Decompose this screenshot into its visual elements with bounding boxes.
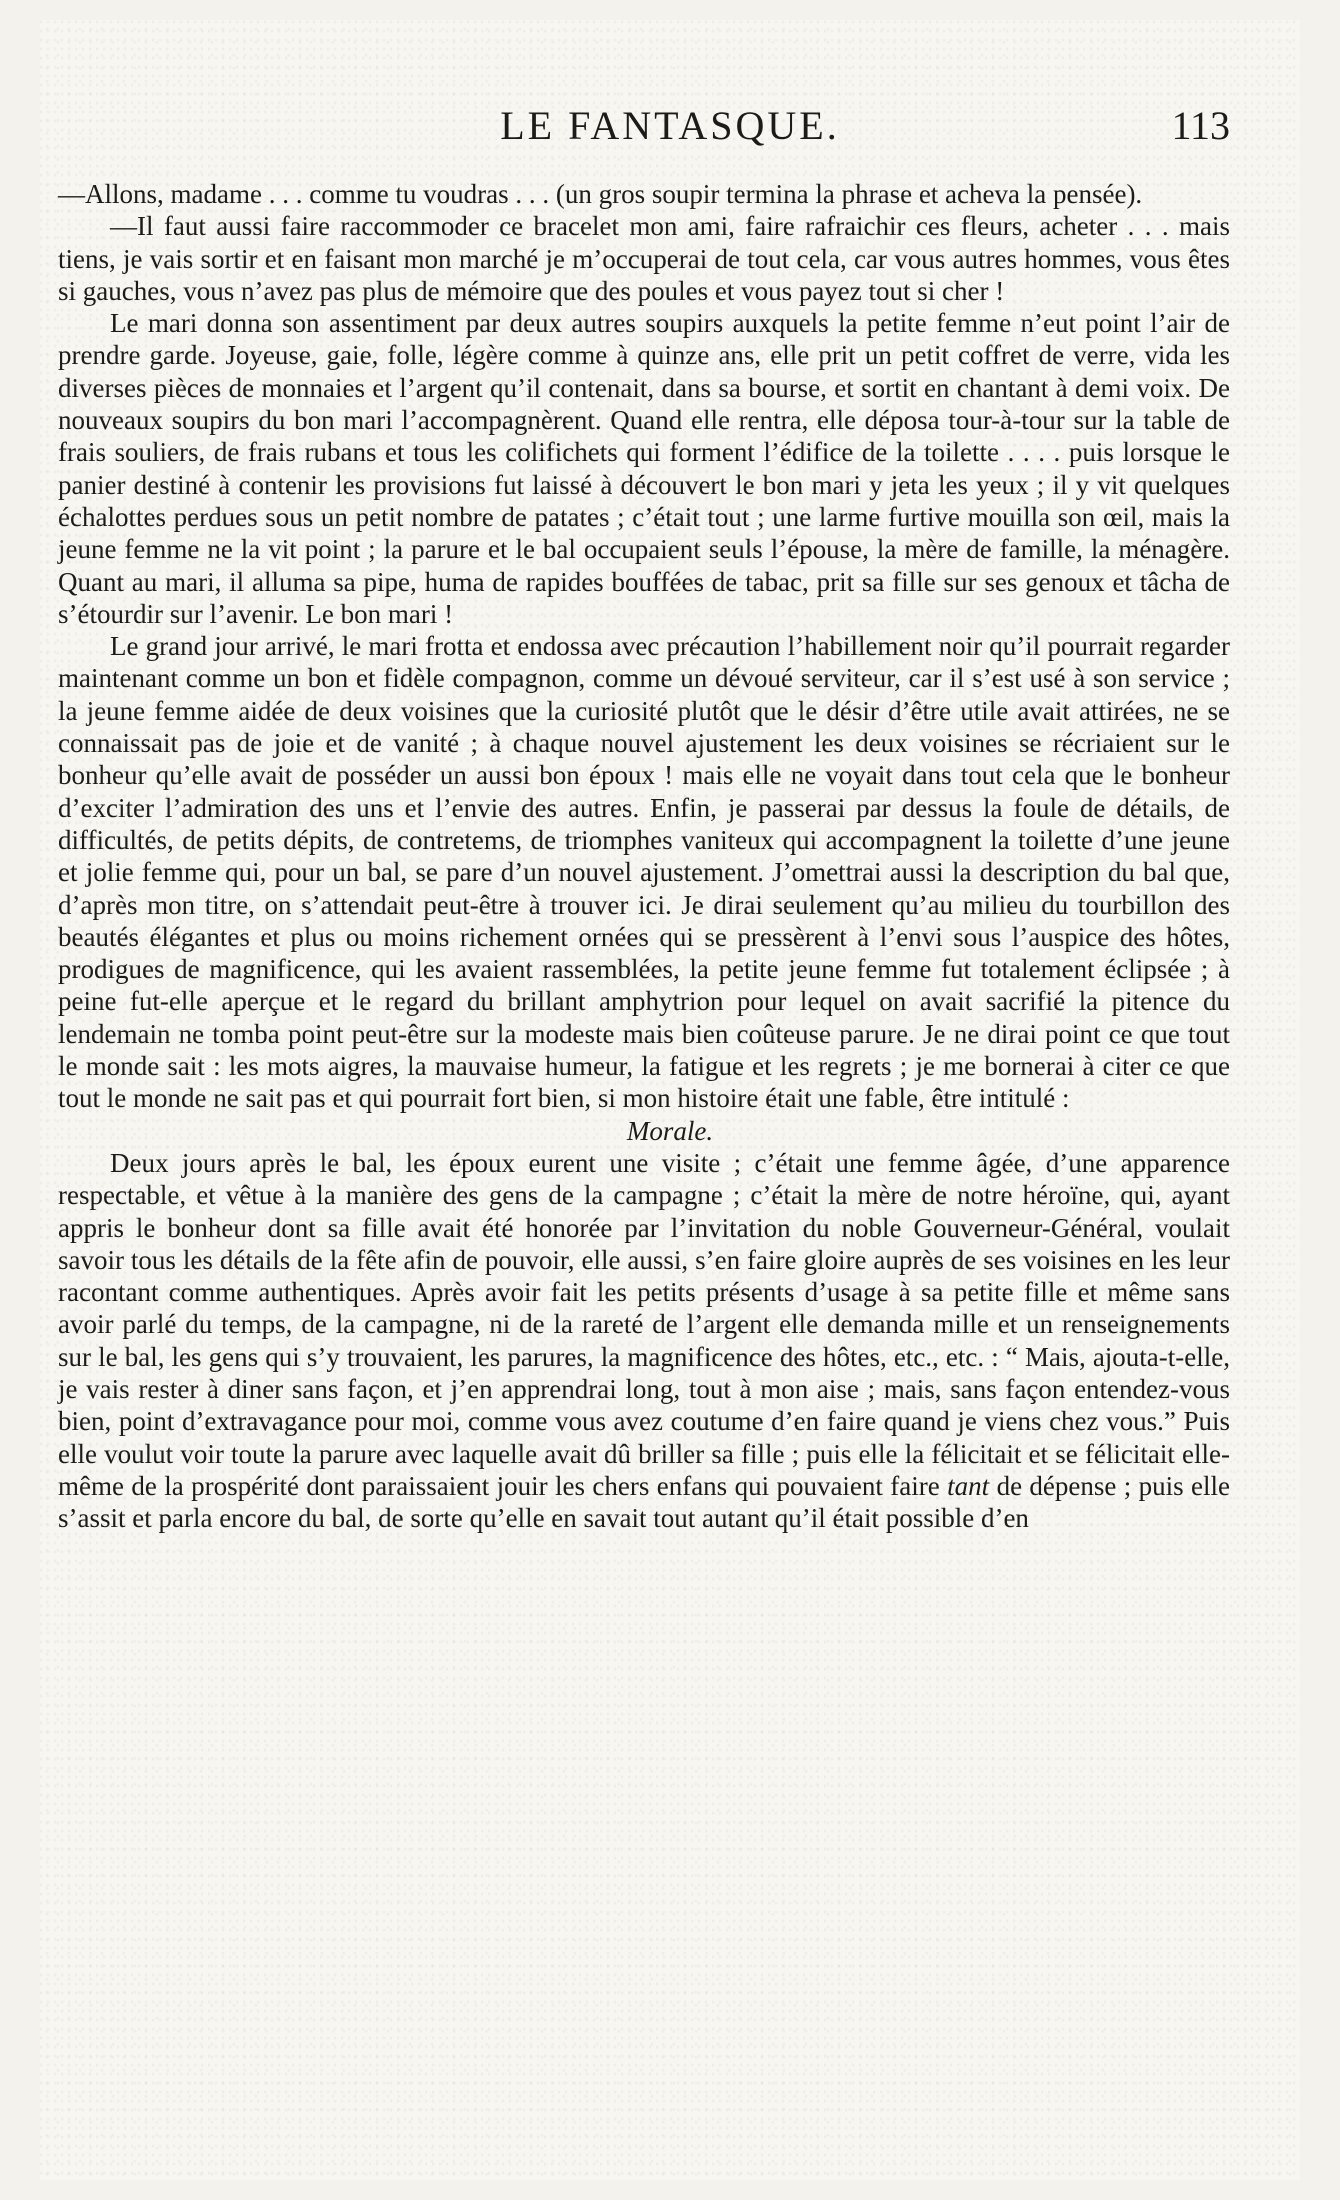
page-header: [40, 102, 1300, 162]
body-text: [58, 178, 1230, 1534]
paragraph-4: Le grand jour arrivé, le mari frotta et endossa avec précaution l’habillement noir qu’il pourrait regarder maintenant comme un bon et fidèle compagnon, comme un dévoué serviteur, car il s’est usé à son service ; la jeune femme aidée de deux voisines que la curiosité plutôt que le désir d’être utile avait attirées, ne se connaissait pas de joie et de vanité ; à chaque nouvel ajustement les deux voisines se récriaient sur le bonheur qu’elle avait de posséder un aussi bon époux ! mais elle ne voyait dans tout cela que le bonheur d’exciter l’admiration des uns et l’envie des autres. Enfin, je passerai par dessus la foule de détails, de difficultés, de petits dépits, de contretems, de triomphes vaniteux qui accompagnent la toilette d’une jeune et jolie femme qui, pour un bal, se pare d’un nouvel ajustement. J’omettrai aussi la description du bal que, d’après mon titre, on s’attendait peut-être à trouver ici. Je dirai seulement qu’au milieu du tourbillon des beautés élégantes et plus ou moins richement ornées qui se pressèrent à l’envi sous l’auspice des hôtes, prodigues de magnificence, qui les avaient rassemblées, la petite jeune femme fut totalement éclipsée ; à peine fut-elle aperçue et le regard du brillant amphytrion pour lequel on avait sacrifié la pitence du lendemain ne tomba point peut-être sur la modeste mais bien coûteuse parure. Je ne dirai point ce que tout le monde sait : les mots aigres, la mauvaise humeur, la fatigue et les regrets ; je me bornerai à citer ce que tout le monde ne sait pas et qui pourrait fort bien, si mon histoire était une fable, être intitulé :: [58, 631, 1230, 1114]
paragraph-3: Le mari donna son assentiment par deux autres soupirs auxquels la petite femme n’eut point l’air de prendre garde. Joyeuse, gaie, folle, légère comme à quinze ans, elle prit un petit coffret de verre, vida les diverses pièces de monnaies et l’argent qu’il contenait, dans sa bourse, et sortit en chantant à demi voix. De nouveaux soupirs du bon mari l’accompagnèrent. Quand elle rentra, elle déposa tour-à-tour sur la table de frais souliers, de frais rubans et tous les colifichets qui forment l’édifice de la toilette . . . . puis lorsque le panier destiné à contenir les provisions fut laissé à découvert le bon mari y jeta les yeux ; il y vit quelques échalottes perdues sous un petit nombre de patates ; c’était tout ; une larme furtive mouilla son œil, mais la jeune femme ne la vit point ; la parure et le bal occupaient seuls l’épouse, la mère de famille, la ménagère. Quant au mari, il alluma sa pipe, huma de rapides bouffées de tabac, prit sa fille sur ses genoux et tâcha de s’étourdir sur l’avenir. Le bon mari !: [58, 308, 1230, 629]
page: [40, 20, 1300, 2180]
page-number: 113: [1171, 103, 1230, 148]
paragraph-1: —Allons, madame . . . comme tu voudras . . . (un gros soupir termina la phrase et acheva la pensée).: [58, 179, 1143, 209]
paragraph-5: [58, 1147, 1230, 1535]
emphasis-word: tant: [947, 1470, 990, 1501]
morale-heading: Morale.: [626, 1115, 714, 1146]
running-title: LE FANTASQUE.: [500, 103, 840, 148]
paragraph-5-text: Deux jours après le bal, les époux eurent une visite ; c’était une femme âgée, d’une apparence respectable, et vêtue à la manière des gens de la campagne ; c’était la mère de notre héroïne, qui, ayant appris le bonheur dont sa fille avait été honorée par l’invitation du noble Gouverneur-Général, voulait savoir tous les détails de la fête afin de pouvoir, elle aussi, s’en faire gloire auprès de ses voisines en les leur racontant comme authentiques. Après avoir fait les petits présents d’usage à sa petite fille et même sans avoir parlé du temps, de la campagne, ni de la rareté de l’argent elle demanda mille et un renseignements sur le bal, les gens qui s’y trouvaient, les parures, la magnificence des hôtes, etc., etc. : “ Mais, ajouta-t-elle, je vais rester à diner sans façon, et j’en apprendrai long, tout à mon aise ; mais, sans façon entendez-vous bien, point d’extravagance pour moi, comme vous avez coutume d’en faire quand je viens chez vous.” Puis elle voulut voir toute la parure avec laquelle avait dû briller sa fille ; puis elle la félicitait et se félicitait elle-même de la prospérité dont paraissaient jouir les chers enfans qui pouvaient faire: [58, 1147, 1230, 1501]
paragraph-2: —Il faut aussi faire raccommoder ce bracelet mon ami, faire rafraichir ces fleurs, acheter . . . mais tiens, je vais sortir et en faisant mon marché je m’occuperai de tout cela, car vous autres hommes, vous êtes si gauches, vous n’avez pas plus de mémoire que des poules et vous payez tout si cher !: [58, 211, 1230, 306]
paragraph-5-continuation: de dépense ; puis elle s’assit et parla encore du bal, de sorte qu’elle en savait tout autant qu’il était possible d’en: [58, 1470, 1231, 1534]
